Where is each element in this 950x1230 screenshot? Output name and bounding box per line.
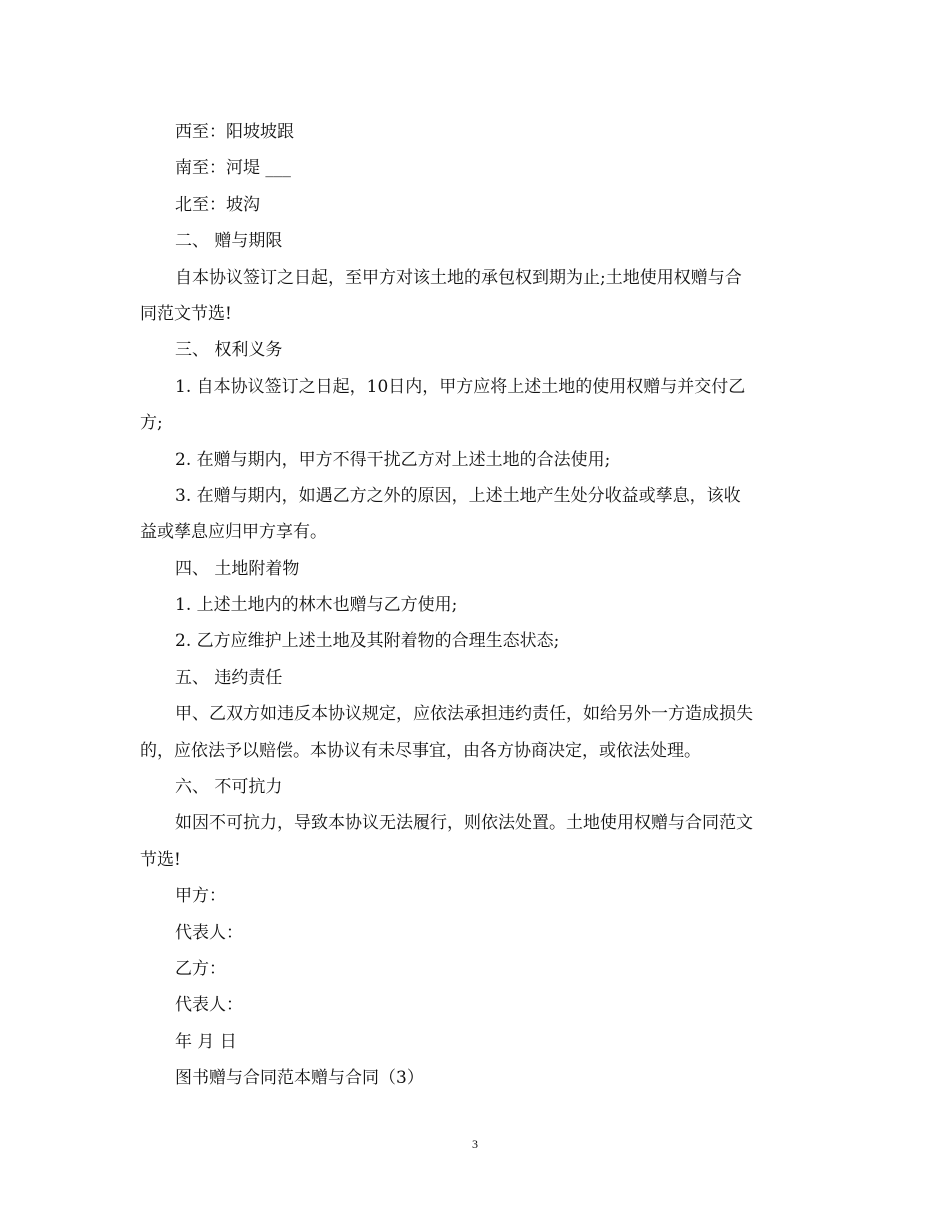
section-heading: 五、 违约责任 — [175, 667, 283, 688]
signature-representative-a: 代表人： — [175, 922, 243, 943]
document-body — [140, 114, 810, 1097]
text-line: 2. 在赠与期内，甲方不得干扰乙方对上述土地的合法使用; — [175, 449, 611, 470]
section-heading: 二、 赠与期限 — [175, 231, 283, 252]
signature-party-b: 乙方： — [175, 958, 226, 979]
text-line: 益或孳息应归甲方享有。 — [140, 522, 327, 543]
text-line: 1. 自本协议签订之日起，10日内，甲方应将上述土地的使用权赠与并交付乙 — [175, 376, 746, 397]
signature-date: 年 月 日 — [175, 1031, 237, 1052]
text-line: 西至：阳坡坡跟 — [175, 122, 294, 142]
text-line: 2. 乙方应维护上述土地及其附着物的合理生态状态; — [175, 631, 560, 652]
text-line: 1. 上述土地内的林木也赠与乙方使用; — [175, 595, 458, 616]
text-line: 南至：河堤 ___ — [175, 158, 291, 179]
section-heading: 六、 不可抗力 — [175, 777, 283, 798]
page-number: 3 — [472, 1137, 478, 1151]
text-line: 同范文节选! — [140, 303, 232, 324]
text-line: 3. 在赠与期内，如遇乙方之外的原因，上述土地产生处分收益或孳息，该收 — [175, 485, 741, 506]
signature-party-a: 甲方： — [175, 886, 226, 907]
text-line: 的，应依法予以赔偿。本协议有未尽事宜，由各方协商决定，或依法处理。 — [140, 740, 701, 761]
text-line: 方; — [140, 413, 163, 434]
text-line: 北至：坡沟 — [175, 194, 260, 215]
next-document-title: 图书赠与合同范本赠与合同（3） — [175, 1068, 424, 1089]
text-line: 自本协议签订之日起，至甲方对该土地的承包权到期为止;土地使用权赠与合 — [175, 267, 742, 288]
text-line: 甲、乙双方如违反本协议规定，应依法承担违约责任，如给另外一方造成损失 — [175, 704, 753, 725]
text-line: 节选! — [140, 849, 181, 870]
text-line: 如因不可抗力，导致本协议无法履行，则依法处置。土地使用权赠与合同范文 — [175, 813, 753, 834]
section-heading: 三、 权利义务 — [175, 340, 283, 361]
section-heading: 四、 土地附着物 — [175, 558, 300, 579]
signature-representative-b: 代表人： — [175, 995, 243, 1016]
